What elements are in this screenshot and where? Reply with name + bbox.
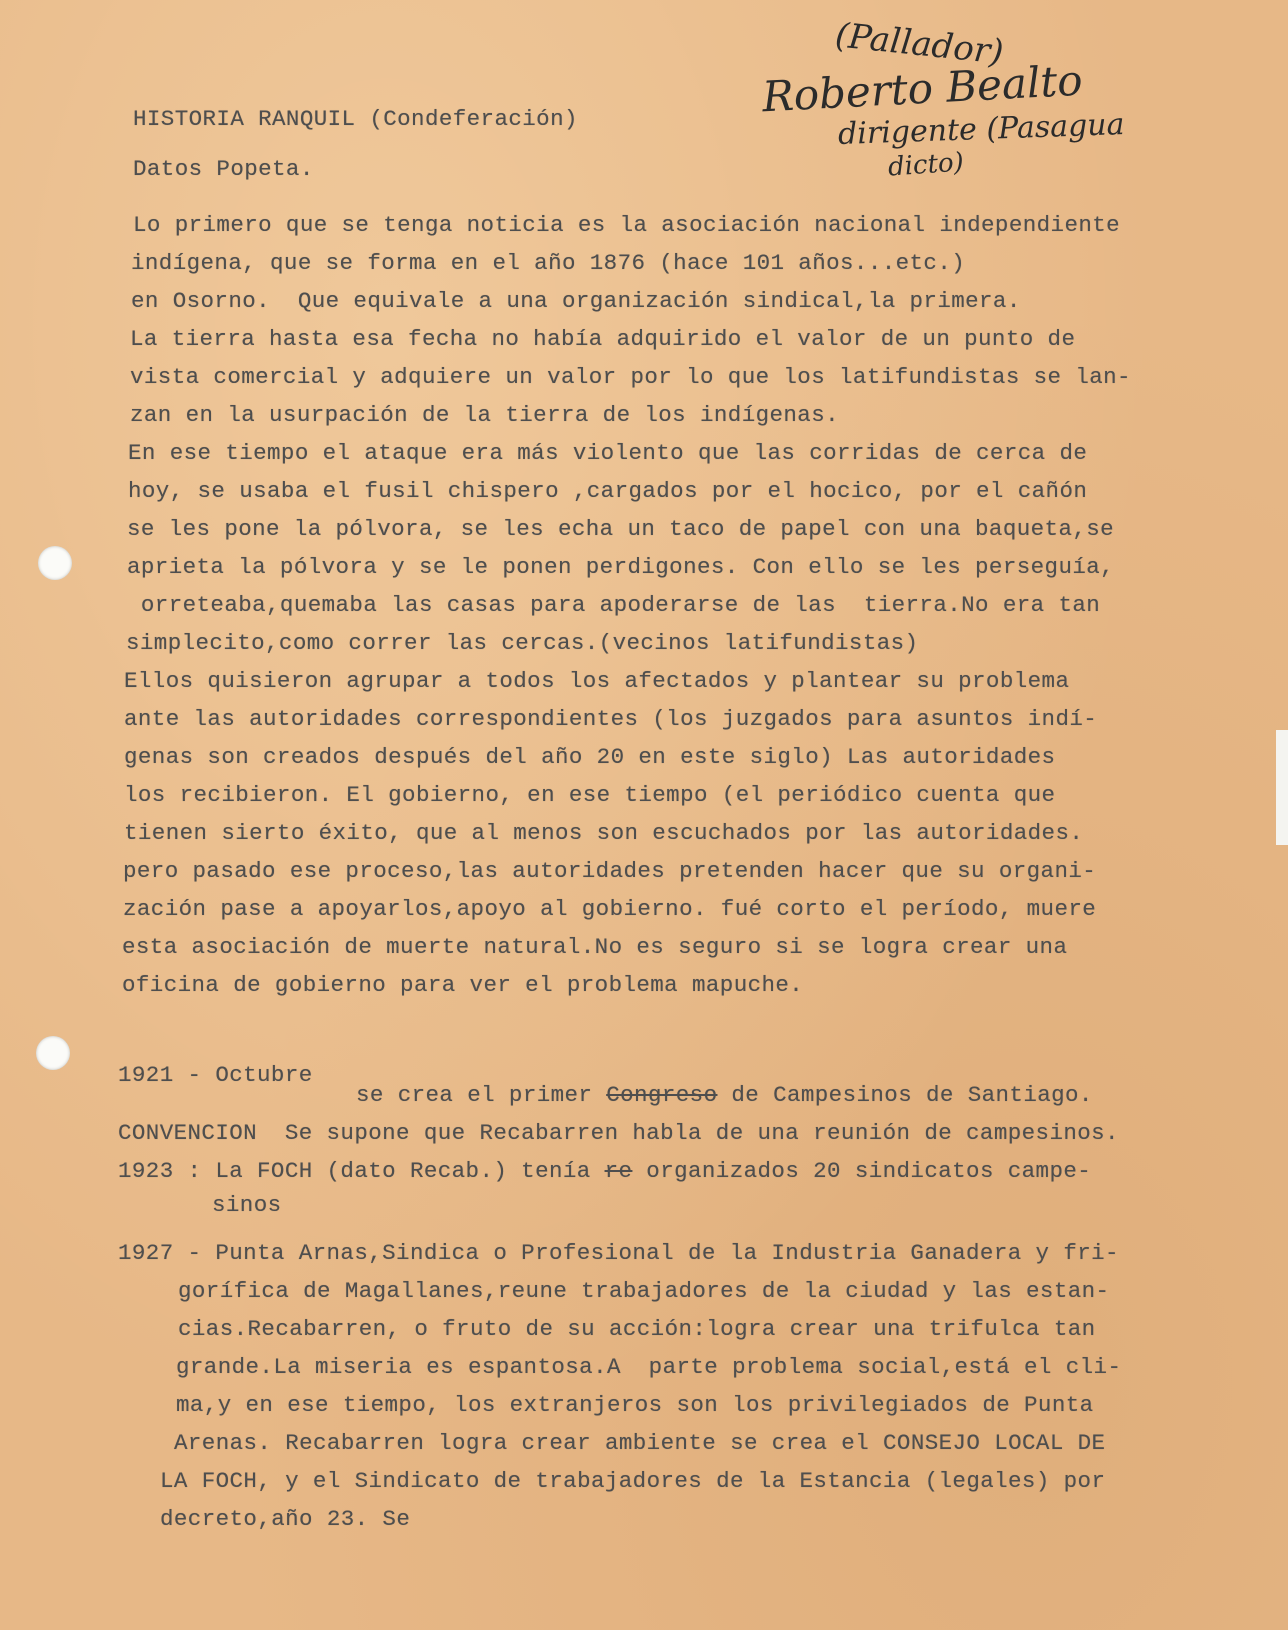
entry-1927-line: LA FOCH, y el Sindicato de trabajadores de la Estancia (legales) por xyxy=(160,1468,1106,1494)
entry-1927-line: decreto,año 23. Se xyxy=(160,1506,411,1532)
punch-hole-bottom xyxy=(36,1036,70,1070)
body-line: aprieta la pólvora y se le ponen perdigones. Con ello se les perseguía, xyxy=(127,554,1115,580)
body-line: pero pasado ese proceso,las autoridades pretenden hacer que su organi- xyxy=(123,858,1097,884)
punch-hole-top xyxy=(38,546,72,580)
entry-1927-line: grande.La miseria es espantosa.A parte problema social,está el cli- xyxy=(176,1354,1122,1380)
handwritten-note-line1: (Pallador) xyxy=(833,15,1006,73)
body-line: hoy, se usaba el fusil chispero ,cargados por el hocico, por el cañón xyxy=(128,478,1088,504)
handwritten-note-line3: dirigente (Pasagua xyxy=(837,107,1126,152)
handwritten-note-name: Roberto Bealto xyxy=(760,55,1084,122)
body-line: En ese tiempo el ataque era más violento que las corridas de cerca de xyxy=(128,440,1088,466)
entry-1927-line1: 1927 - Punta Arnas,Sindica o Profesional de la Industria Ganadera y fri- xyxy=(118,1240,1119,1266)
entry-1927-line: ma,y en ese tiempo, los extranjeros son los privilegiados de Punta xyxy=(176,1392,1094,1418)
struck-word: re xyxy=(604,1158,633,1184)
body-line: Ellos quisieron agrupar a todos los afectados y plantear su problema xyxy=(124,668,1070,694)
entry-1921-label: 1921 - Octubre xyxy=(118,1062,313,1088)
body-line: se les pone la pólvora, se les echa un taco de papel con una baqueta,se xyxy=(127,516,1115,542)
convencion-line: CONVENCION Se supone que Recabarren habla de una reunión de campesinos. xyxy=(118,1120,1119,1146)
entry-1927-line: cias.Recabarren, o fruto de su acción:logra crear una trifulca tan xyxy=(178,1316,1096,1342)
entry-1923-line2: sinos xyxy=(212,1192,282,1218)
body-line: orreteaba,quemaba las casas para apoderarse de las tierra.No era tan xyxy=(127,592,1101,618)
paper-edge-tab xyxy=(1276,730,1288,845)
struck-word: Congreso xyxy=(606,1082,718,1108)
entry-1927-line: Arenas. Recabarren logra crear ambiente se crea el CONSEJO LOCAL DE xyxy=(174,1430,1106,1456)
body-line: La tierra hasta esa fecha no había adquirido el valor de un punto de xyxy=(130,326,1076,352)
body-line: vista comercial y adquiere un valor por lo que los latifundistas se lan- xyxy=(130,364,1131,390)
body-line: oficina de gobierno para ver el problema mapuche. xyxy=(122,972,804,998)
entry-1921-text: se crea el primer Congreso de Campesinos de Santiago. xyxy=(356,1082,1093,1108)
body-line: tienen sierto éxito, que al menos son escuchados por las autoridades. xyxy=(124,820,1084,846)
body-line: esta asociación de muerte natural.No es seguro si se logra crear una xyxy=(122,934,1068,960)
entry-1927-line: gorífica de Magallanes,reune trabajadores de la ciudad y las estan- xyxy=(178,1278,1110,1304)
body-line: los recibieron. El gobierno, en ese tiempo (el periódico cuenta que xyxy=(124,782,1056,808)
handwritten-note-line4: dicto) xyxy=(887,147,965,183)
body-line: zan en la usurpación de la tierra de los indígenas. xyxy=(130,402,840,428)
body-line: en Osorno. Que equivale a una organización sindical,la primera. xyxy=(131,288,1021,314)
body-line: ante las autoridades correspondientes (los juzgados para asuntos indí- xyxy=(124,706,1098,732)
body-line: indígena, que se forma en el año 1876 (hace 101 años...etc.) xyxy=(131,250,966,276)
body-line: genas son creados después del año 20 en este siglo) Las autoridades xyxy=(124,744,1056,770)
document-title: HISTORIA RANQUIL (Condeferación) xyxy=(133,106,578,132)
body-line: zación pase a apoyarlos,apoyo al gobierno. fué corto el período, muere xyxy=(123,896,1097,922)
body-line: simplecito,como correr las cercas.(vecinos latifundistas) xyxy=(126,630,919,656)
entry-1923-line1: 1923 : La FOCH (dato Recab.) tenía re organizados 20 sindicatos campe- xyxy=(118,1158,1092,1184)
body-line: Lo primero que se tenga noticia es la asociación nacional independiente xyxy=(133,212,1121,238)
document-subtitle: Datos Popeta. xyxy=(133,156,314,182)
